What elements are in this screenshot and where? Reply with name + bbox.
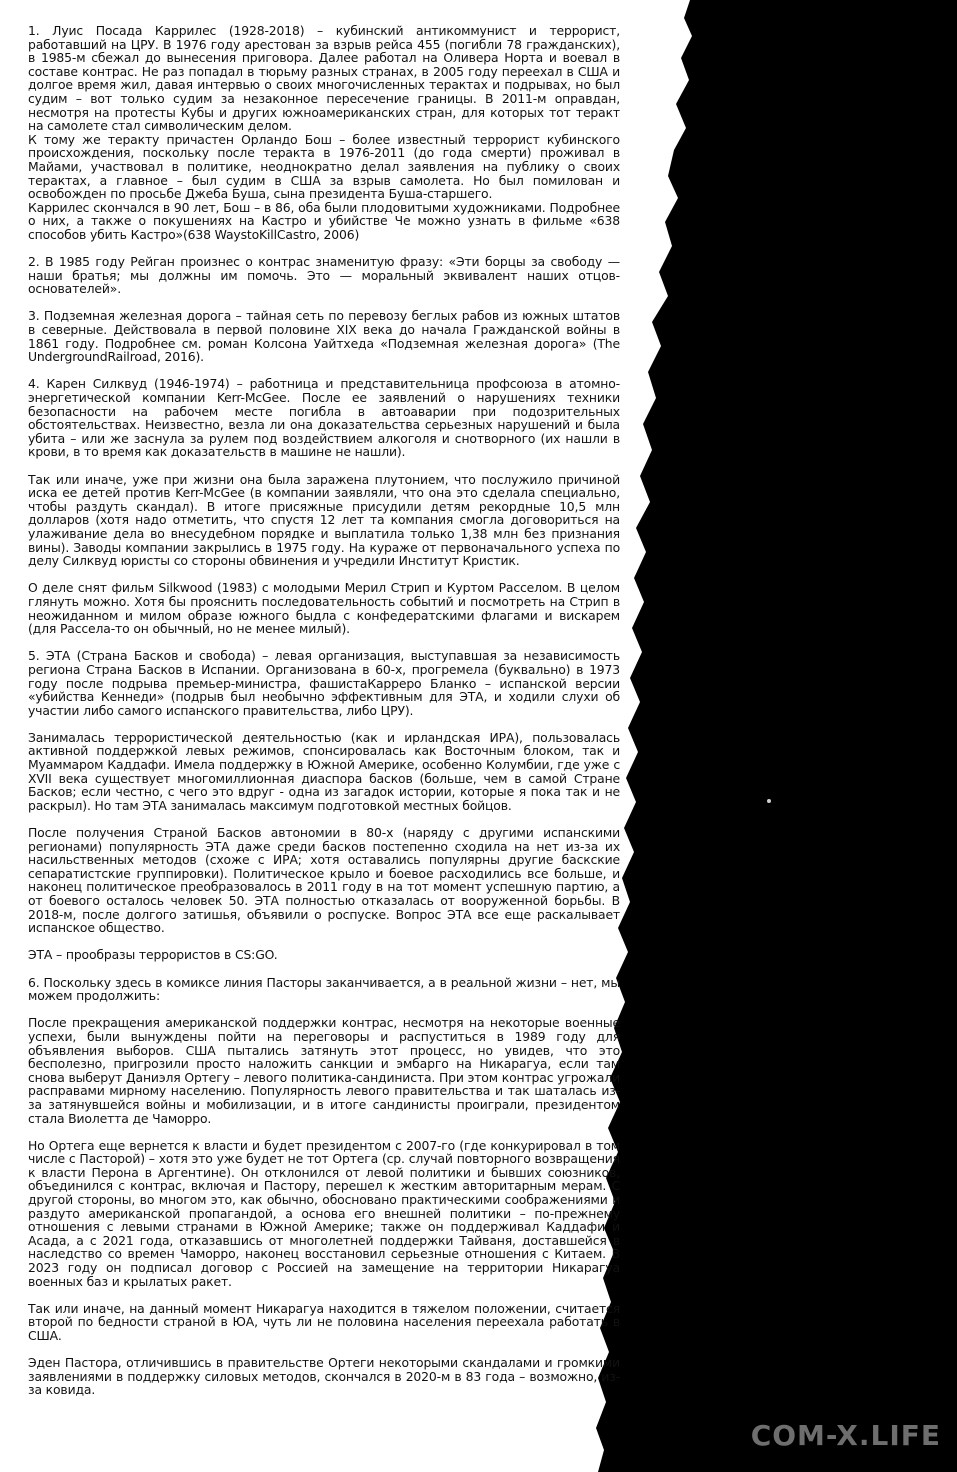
footnote-4-paragraph: 4. Карен Силквуд (1946-1974) – работница и представительница профсоюза в атомно-энергетической компании Kerr-McGee. После ее заявлений о нарушениях техники безопасности на рабочем месте погибла в автоаварии при подозрительных обстоятельствах. Неизвестно, везла ли она доказательства серьезных нарушений и была убита – или же заснула за рулем под воздействием алкоголя и снотворного (их нашли в крови, в то время как доказательств в машине не нашли). [28, 376, 620, 460]
dust-speck [767, 799, 771, 803]
footnote-1-paragraph: 1. Луис Посада Каррилес (1928-2018) – кубинский антикоммунист и террорист, работавший на ЦРУ. В 1976 году арестован за взрыв рейса 455 (погибли 78 гражданских), в 1985-м сбежал до вынесения приговора. Далее работал на Оливера Норта и воевал в составе контрас. Не раз попадал в тюрьму разных странах, в 2005 году переехал в США и долгое время жил, давая интервью о своих многочисленных терактах и подрывах, но был судим – вот только судим за незаконное пересечение границы. В 2011-м оправдан, несмотря на протесты Кубы и других южноамериканских стран, для которых тот теракт на самолете стал символическим делом. [28, 23, 620, 134]
footnotes-text [28, 24, 620, 1411]
footnote-6-ortega-paragraph: Но Ортега еще вернется к власти и будет президентом с 2007-го (где конкурировал в том числе с Пасторой) – хотя это уже будет не тот Ортега (ср. случай повторного возвращения к власти Перона в Аргентине). Он отклонился от левой политики и бывших союзников, объединился с контрас, включая и Пастору, перешел к жестким авторитарным мерам. С другой стороны, во многом это, как обычно, обосновано практическими соображениями и раздуто американской пропагандой, а основа его внешней политики – по-прежнему отношения с левыми странами в Южной Америке; также он поддерживал Каддафи и Асада, а с 2021 года, отказавшись от многолетней поддержки Тайваня, доставшейся в наследство со времен Чаморро, наконец восстановил серьезные отношения с Китаем. В 2023 году он подписал договор с Россией на замещение на территории Никарагуа военных баз и крылатых ракет. [28, 1137, 620, 1289]
footnote-1-bosch-paragraph: К тому же теракту причастен Орландо Бош – более известный террорист кубинского происхождения, поскольку после теракта в 1976-2011 (до года смерти) проживал в Майами, участвовал в политике, неоднократно делал заявления на публику о своих терактах, а главное – был судим в США за взрыв самолета. Но был помилован и освобожден по просьбе Джеба Буша, сына президента Буша-старшего. [28, 131, 620, 202]
footnote-6-contras-paragraph: После прекращения американской поддержки контрас, несмотря на некоторые военные успехи, были вынуждены пойти на переговоры и распуститься в 1989 году для объявления выборов. США пытались затянуть этот процесс, но увидев, что это бесполезно, пригрозили просто наложить санкции и эмбарго на Никарагуа, если там снова выберут Даниэля Ортегу – левого политика-сандиниста. При этом контрас угрожали расправами мирному населению. Популярность левого правительства и так шаталась из-за затянувшейся войны и мобилизации, и в итоге сандинисты проиграли, президентом стала Виолетта де Чаморро. [28, 1015, 620, 1126]
footnote-6-pastora-paragraph: Эден Пастора, отличившись в правительстве Ортеги некоторыми скандалами и громкими заявлениями в поддержку силовых методов, скончался в 2020-м в 83 года – возможно, из-за ковида. [28, 1355, 620, 1398]
footnote-4-film-paragraph: О деле снят фильм Silkwood (1983) с молодыми Мерил Стрип и Куртом Расселом. В целом глянуть можно. Хотя бы прояснить последовательность событий и посмотреть на Стрип в неожиданном и милом образе южного быдла с конфедератскими флагами и вискарем (для Рассела-то он обычный, но не менее милый). [28, 580, 620, 637]
footnote-6-nicaragua-paragraph: Так или иначе, на данный момент Никарагуа находится в тяжелом положении, считается второй по бедности страной в ЮА, чуть ли не половина населения переехала работать в США. [28, 1300, 620, 1343]
footnote-5-csgo-paragraph: ЭТА – прообразы террористов в CS:GO. [28, 947, 278, 963]
site-watermark: COM-X.LIFE [750, 1419, 941, 1452]
footnote-2-paragraph: 2. В 1985 году Рейган произнес о контрас знаменитую фразу: «Эти борцы за свободу — наши братья; мы должны им помочь. Это — моральный эквивалент наших отцов-основателей». [28, 254, 620, 297]
footnote-5-activity-paragraph: Занималась террористической деятельностью (как и ирландская ИРА), пользовалась активной поддержкой левых режимов, спонсировалась как Восточным блоком, так и Муаммаром Каддафи. Имела поддержку в Южной Америке, особенно Колумбии, где уже с XVII века существует многомиллионная диаспора басков (больше, чем в самой Стране Басков; если честно, с чего это вдруг - одна из загадок истории, которые я пока так и не раскрыл). Но там ЭТА занималась максимум подготовкой местных бойцов. [28, 729, 620, 813]
footnote-1-film-paragraph: Каррилес скончался в 90 лет, Бош – в 86, оба были плодовитыми художниками. Подробнее о них, а также о покушениях на Кастро и убийстве Че можно узнать в фильме «638 способов убить Кастро»(638 WaystoKillCastro, 2006) [28, 199, 620, 242]
footnote-3-paragraph: 3. Подземная железная дорога – тайная сеть по перевозу беглых рабов из южных штатов в северные. Действовала в первой половине XIX века до начала Гражданской войны в 1861 году. Подробнее см. роман Колсона Уайтхеда «Подземная железная дорога» (The UndergroundRailroad, 2016). [28, 308, 620, 365]
footnote-6-paragraph: 6. Поскольку здесь в комиксе линия Пасторы заканчивается, а в реальной жизни – нет, мы можем продолжить: [28, 974, 620, 1004]
footnote-4-lawsuit-paragraph: Так или иначе, уже при жизни она была заражена плутонием, что послужило причиной иска ее детей против Kerr-McGee (в компании заявляли, что она это сделала специально, чтобы раздуть скандал). В итоге присяжные присудили детям рекордные 10,5 млн долларов (хотя надо отметить, что спустя 12 лет та компания смогла договориться на улаживание дела во внесудебном порядке и выплатила только 1,38 млн без признания вины). Заводы компании закрылись в 1975 году. На кураже от первоначального успеха по делу Силквуд юристы со стороны обвинения и учредили Институт Кристик. [28, 471, 620, 569]
footnote-5-decline-paragraph: После получения Страной Басков автономии в 80-х (наряду с другими испанскими регионами) популярность ЭТА даже среди басков постепенно сходила на нет из-за их насильственных методов (схоже с ИРА; хотя оставались популярны другие баскские сепаратистские группировки). Политическое крыло и боевое расходились все больше, и наконец политическое преобразовалось в 2011 году в на тот момент успешную партию, а от боевого осталось человек 50. ЭТА полностью отказалась от вооруженной борьбы. В 2018-м, после долгого затишья, объявили о роспуске. Вопрос ЭТА все еще раскалывает испанское общество. [28, 825, 620, 936]
footnote-5-paragraph: 5. ЭТА (Страна Басков и свобода) – левая организация, выступавшая за независимость региона Страна Басков в Испании. Организована в 60-х, прогремела (буквально) в 1973 году после подрыва премьер-министра, фашистаКарреро Бланко – испанской версии «убийства Кеннеди» (подрыв был необычно эффективным для ЭТА, и ходили слухи об участии либо самого испанского правительства, либо ЦРУ). [28, 648, 620, 718]
